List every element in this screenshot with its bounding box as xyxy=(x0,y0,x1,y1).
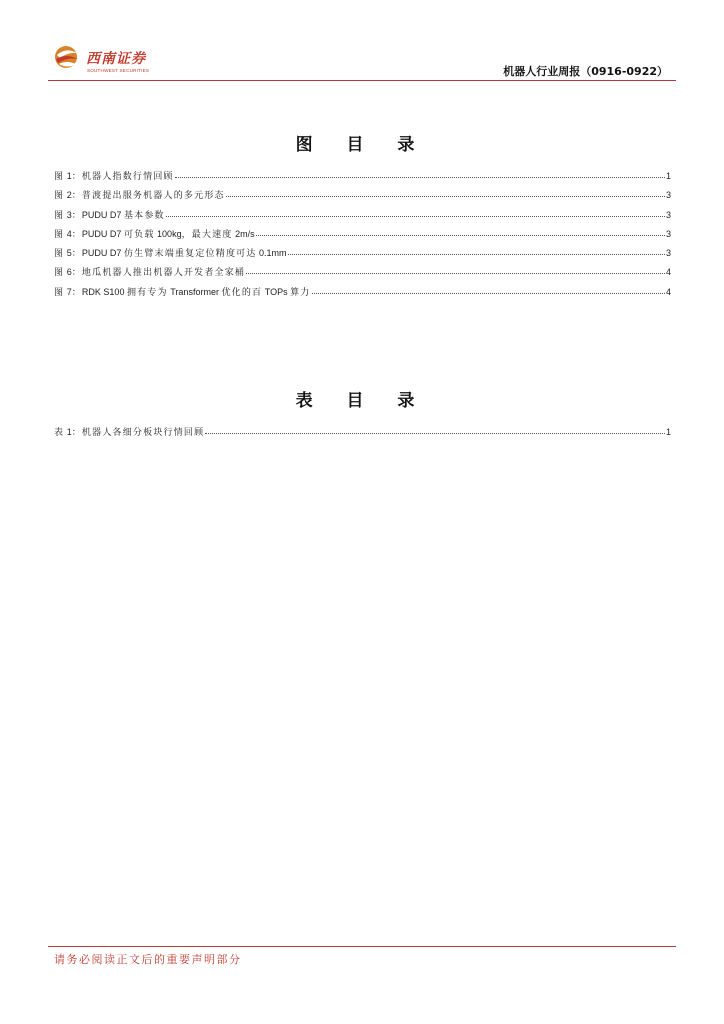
dot-leader xyxy=(205,432,665,434)
table-toc-entry-page-number: 1 xyxy=(665,427,671,437)
figure-toc-entry-page-number: 3 xyxy=(665,248,671,259)
header-divider xyxy=(48,80,676,81)
figure-toc-entry-label: 图 4：PUDU D7 可负载 100kg，最大速度 2m/s xyxy=(54,228,255,240)
figure-toc-entry-label: 图 2：普渡提出服务机器人的多元形态 xyxy=(54,190,225,202)
figure-toc-entry[interactable] xyxy=(54,285,671,304)
figure-toc-entry-label: 图 7：RDK S100 拥有专为 Transformer 优化的百 TOPs 算力 xyxy=(54,286,311,298)
figure-toc-entry-label: 图 1：机器人指数行情回顾 xyxy=(54,171,174,182)
figure-toc-entry[interactable] xyxy=(54,227,671,246)
dot-leader xyxy=(312,292,665,294)
figure-toc-entry-label: 图 6：地瓜机器人推出机器人开发者全家桶 xyxy=(54,267,246,279)
figure-toc-entry[interactable] xyxy=(54,246,671,265)
figure-toc-entry[interactable] xyxy=(54,265,671,284)
southwest-securities-logo-icon xyxy=(54,43,80,73)
dot-leader xyxy=(256,234,665,236)
table-toc-entry-label: 表 1：机器人各细分板块行情回顾 xyxy=(54,427,205,438)
figure-toc-entry-label: 图 3：PUDU D7 基本参数 xyxy=(54,209,165,221)
figure-toc-entry[interactable] xyxy=(54,169,671,188)
dot-leader xyxy=(166,215,665,217)
figure-toc-entry-page-number: 4 xyxy=(665,267,671,278)
figure-toc-entry[interactable] xyxy=(54,188,671,207)
table-toc-list xyxy=(54,425,671,444)
figure-toc-list xyxy=(54,169,671,304)
logo-english-name: SOUTHWEST SECURITIES xyxy=(87,68,150,73)
figure-toc-entry-page-number: 1 xyxy=(665,171,671,181)
table-toc-entry[interactable] xyxy=(54,425,671,444)
footer-disclaimer: 请务必阅读正文后的重要声明部分 xyxy=(54,953,242,966)
figure-toc-title: 图 目 录 xyxy=(295,135,429,155)
figure-toc-entry-label: 图 5：PUDU D7 仿生臂末端重复定位精度可达 0.1mm xyxy=(54,248,287,260)
figure-toc-entry-page-number: 3 xyxy=(665,190,671,201)
dot-leader xyxy=(175,176,665,178)
figure-toc-entry-page-number: 3 xyxy=(665,228,671,239)
table-toc-title: 表 目 录 xyxy=(295,391,429,411)
dot-leader xyxy=(226,195,665,197)
figure-toc-entry-page-number: 3 xyxy=(665,209,671,220)
logo-chinese-name: 西南证券 xyxy=(86,51,146,67)
figure-toc-entry[interactable] xyxy=(54,208,671,227)
footer-divider xyxy=(48,946,676,947)
report-title: 机器人行业周报（0916-0922） xyxy=(503,65,668,78)
dot-leader xyxy=(288,253,665,255)
brand-logo xyxy=(54,43,164,75)
figure-toc-entry-page-number: 4 xyxy=(665,286,671,297)
dot-leader xyxy=(246,272,665,274)
